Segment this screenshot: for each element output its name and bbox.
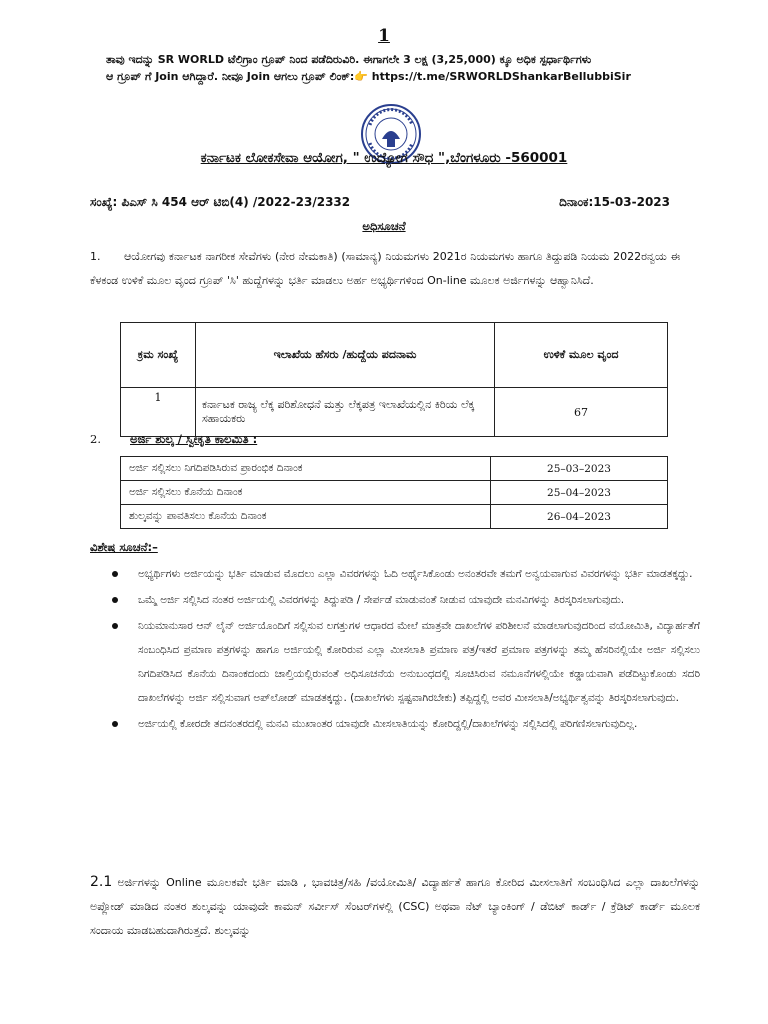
list-item <box>110 562 700 586</box>
bullet-icon <box>112 623 118 629</box>
table-row <box>121 505 668 529</box>
page-number: 1 <box>378 26 390 46</box>
post-table-header-vacancies: ಉಳಿಕೆ ಮೂಲ ವೃಂದ <box>495 323 668 388</box>
table-row <box>121 388 668 437</box>
post-table <box>120 322 668 437</box>
post-table-header-post: ಇಲಾಖೆಯ ಹೆಸರು /ಹುದ್ದೆಯ ಪದನಾಮ <box>196 323 495 388</box>
pointing-hand-icon: 👉 <box>354 70 368 83</box>
post-name: ಕರ್ನಾಟಕ ರಾಜ್ಯ ಲೆಕ್ಕ ಪರಿಶೋಧನೆ ಮತ್ತು ಲೆಕ್ಕಪತ್ರ ಇಲಾಖೆಯಲ್ಲಿನ ಕಿರಿಯ ಲೆಕ್ಕ ಸಹಾಯಕರು <box>196 388 495 437</box>
list-item-text: ಒಮ್ಮೆ ಅರ್ಜಿ ಸಲ್ಲಿಸಿದ ನಂತರ ಅರ್ಜಿಯಲ್ಲಿ ವಿವರಗಳನ್ನು ತಿದ್ದುಪಡಿ / ಸೇರ್ಪಡೆ ಮಾಡುವಂತೆ ನೀಡುವ ಯಾವುದೇ ಮನವಿಗಳನ್ನು ತಿರಸ್ಕರಿಸಲಾಗುವುದು. <box>138 594 625 606</box>
date-value: 25–03–2023 <box>491 457 668 481</box>
reference-line <box>90 195 670 210</box>
post-table-header <box>121 323 668 388</box>
notice-title: ಅಧಿಸೂಚನೆ <box>362 219 406 233</box>
list-item-text: ಅಭ್ಯರ್ಥಿಗಳು ಅರ್ಜಿಯನ್ನು ಭರ್ತಿ ಮಾಡುವ ಮೊದಲು ಎಲ್ಲಾ ವಿವರಗಳನ್ನು ಓದಿ ಅರ್ಥೈಸಿಕೊಂಡು ಅನಂತರವೇ ತಮಗೆ ಅನ್ವಯವಾಗುವ ವಿವರಗಳನ್ನು ಭರ್ತಿ ಮಾಡತಕ್ಕದ್ದು. <box>138 568 693 580</box>
section-2-number: 2. <box>90 432 101 446</box>
date-label: ಶುಲ್ಕವನ್ನು ಪಾವತಿಸಲು ಕೊನೆಯ ದಿನಾಂಕ <box>121 505 491 529</box>
date-label: ಅರ್ಜಿ ಸಲ್ಲಿಸಲು ಕೊನೆಯ ದಿನಾಂಕ <box>121 481 491 505</box>
paragraph-1-number: 1. <box>90 250 101 263</box>
list-item <box>110 712 700 736</box>
promo-line-2-text: ಆ ಗ್ರೂಪ್ ಗೆ Join ಆಗಿದ್ದಾರೆ. ನೀವೂ Join ಆಗಲು ಗ್ರೂಪ್ ಲಿಂಕ್: <box>106 70 355 83</box>
paragraph-1-text: ಆಯೋಗವು ಕರ್ನಾಟಕ ನಾಗರೀಕ ಸೇವೆಗಳು (ನೇರ ನೇಮಕಾತಿ) (ಸಾಮಾನ್ಯ) ನಿಯಮಗಳು 2021ರ ನಿಯಮಗಳು ಹಾಗೂ ತಿದ್ದುಪಡಿ ನಿಯಮ 2022ರನ್ವಯ ಈ ಕೆಳಕಂಡ ಉಳಿಕೆ ಮೂಲ ವೃಂದ ಗ್ರೂಪ್ 'ಸಿ' ಹುದ್ದೆಗಳನ್ನು ಭರ್ತಿ ಮಾಡಲು ಅರ್ಹ ಅಭ್ಯರ್ಥಿಗಳಿಂದ On-line ಮೂಲಕ ಅರ್ಜಿಗಳನ್ನು ಆಹ್ವಾನಿಸಿದೆ. <box>90 250 681 287</box>
department-heading: ಕರ್ನಾಟಕ ಲೋಕಸೇವಾ ಆಯೋಗ, " ಉದ್ಯೋಗ ಸೌಧ ",ಬೆಂಗಳೂರು -560001 <box>200 150 568 166</box>
date-value: 25–04–2023 <box>491 481 668 505</box>
telegram-link[interactable]: https://t.me/SRWORLDShankarBellubbiSir <box>371 70 631 83</box>
notice-date: ದಿನಾಂಕ:15-03-2023 <box>559 195 670 209</box>
list-item <box>110 588 700 612</box>
promo-line-2 <box>106 68 706 85</box>
list-item-text: ನಿಯಮಾನುಸಾರ ಆನ್ ಲೈನ್ ಅರ್ಜಿಯೊಂದಿಗೆ ಸಲ್ಲಿಸುವ ಲಗತ್ತುಗಳ ಆಧಾರದ ಮೇಲೆ ಮಾತ್ರವೇ ದಾಖಲೆಗಳ ಪರಿಶೀಲನೆ ಮಾಡಲಾಗುವುದರಿಂದ ವಯೋಮಿತಿ, ವಿದ್ಯಾರ್ಹತೆಗೆ ಸಂಬಂಧಿಸಿದ ಪ್ರಮಾಣ ಪತ್ರಗಳನ್ನು ಹಾಗೂ ಅರ್ಜಿಯಲ್ಲಿ ಕೋರಿರುವ ಎಲ್ಲಾ ಮೀಸಲಾತಿ ಪ್ರಮಾಣ ಪತ್ರ/ಇತರೆ ಪ್ರಮಾಣ ಪತ್ರಗಳನ್ನು ತಮ್ಮ ಹೆಸರಿನಲ್ಲಿಯೇ ಅರ್ಜಿ ಸಲ್ಲಿಸಲು ನಿಗದಿಪಡಿಸಿದ ಕೊನೆಯ ದಿನಾಂಕದಂದು ಚಾಲ್ತಿಯಲ್ಲಿರುವಂತೆ ಅಧಿಸೂಚನೆಯ ಅನುಬಂಧದಲ್ಲಿ ಸೂಚಿಸಿರುವ ನಮೂನೆಗಳಲ್ಲಿಯೇ ಕಡ್ಡಾಯವಾಗಿ ಪಡೆದಿಟ್ಟುಕೊಂಡು ಸದರಿ ದಾಖಲೆಗಳನ್ನು ಅರ್ಜಿ ಸಲ್ಲಿಸುವಾಗ ಅಪ್‌ಲೋಡ್ ಮಾಡತಕ್ಕದ್ದು. (ದಾಖಲೆಗಳು ಸ್ಪಷ್ಟವಾಗಿರಬೇಕು) ತಪ್ಪಿದ್ದಲ್ಲಿ ಅವರ ಮೀಸಲಾತಿ/ಅಭ್ಯರ್ಥಿತ್ವವನ್ನು ತಿರಸ್ಕರಿಸಲಾಗುವುದು. <box>138 620 700 704</box>
section-2-title: ಅರ್ಜಿ ಶುಲ್ಕ / ಸ್ವೀಕೃತಿ ಕಾಲಮಿತಿ : <box>130 432 258 446</box>
reference-number: ಸಂಖ್ಯೆ: ಪಿಎಸ್ ಸಿ 454 ಆರ್ ಟಿಬಿ(4) /2022-23/2332 <box>90 195 351 209</box>
promo-banner <box>106 51 706 85</box>
bullet-icon <box>112 597 118 603</box>
paragraph-1 <box>90 245 680 293</box>
post-table-header-serial: ಕ್ರಮ ಸಂಖ್ಯೆ <box>121 323 196 388</box>
date-value: 26–04–2023 <box>491 505 668 529</box>
paragraph-2-1 <box>90 870 700 943</box>
promo-line-1: ತಾವು ಇದನ್ನು SR WORLD ಟೆಲಿಗ್ರಾಂ ಗ್ರೂಪ್ ನಿಂದ ಪಡೆದಿರುವಿರಿ. ಈಗಾಗಲೇ 3 ಲಕ್ಷ (3,25,000) ಕ್ಕೂ ಅಧಿಕ ಸ್ಪರ್ಧಾರ್ಥಿಗಳು <box>106 53 592 66</box>
bullet-icon <box>112 721 118 727</box>
paragraph-2-1-number: 2.1 <box>90 874 113 890</box>
list-item-text: ಅರ್ಜಿಯಲ್ಲಿ ಕೋರದೇ ತದನಂತರದಲ್ಲಿ ಮನವಿ ಮುಖಾಂತರ ಯಾವುದೇ ಮೀಸಲಾತಿಯನ್ನು ಕೋರಿದ್ದಲ್ಲಿ/ದಾಖಲೆಗಳನ್ನು ಸಲ್ಲಿಸಿದಲ್ಲಿ ಪರಿಗಣಿಸಲಾಗುವುದಿಲ್ಲ. <box>138 718 638 730</box>
paragraph-2-1-text: ಅರ್ಜಿಗಳನ್ನು Online ಮೂಲಕವೇ ಭರ್ತಿ ಮಾಡಿ , ಭಾವಚಿತ್ರ/ಸಹಿ /ವಯೋಮಿತಿ/ ವಿದ್ಯಾರ್ಹತೆ ಹಾಗೂ ಕೋರಿದ ಮೀಸಲಾತಿಗೆ ಸಂಬಂಧಿಸಿದ ಎಲ್ಲಾ ದಾಖಲೆಗಳನ್ನು ಅಪ್ಲೋಡ್ ಮಾಡಿದ ನಂತರ ಶುಲ್ಕವನ್ನು ಯಾವುದೇ ಕಾಮನ್ ಸರ್ವೀಸ್ ಸೆಂಟರ್‌ಗಳಲ್ಲಿ (CSC) ಅಥವಾ ನೆಟ್ ಬ್ಯಾಂಕಿಂಗ್ / ಡೆಬಿಟ್ ಕಾರ್ಡ್ / ಕ್ರೆಡಿಟ್ ಕಾರ್ಡ್ ಮೂಲಕ ಸಂದಾಯ ಮಾಡಬಹುದಾಗಿರುತ್ತದೆ. ಶುಲ್ಕವನ್ನು <box>90 876 701 937</box>
instructions-list <box>110 562 700 738</box>
list-item <box>110 614 700 710</box>
post-vacancies: 67 <box>495 388 668 437</box>
dates-table <box>120 456 668 529</box>
table-row <box>121 481 668 505</box>
bullet-icon <box>112 571 118 577</box>
section-2-heading <box>90 432 257 447</box>
special-instructions-title: ವಿಶೇಷ ಸೂಚನೆ:– <box>90 540 158 554</box>
table-row <box>121 457 668 481</box>
date-label: ಅರ್ಜಿ ಸಲ್ಲಿಸಲು ನಿಗದಿಪಡಿಸಿರುವ ಪ್ರಾರಂಭಿಕ ದಿನಾಂಕ <box>121 457 491 481</box>
post-serial: 1 <box>121 388 196 437</box>
